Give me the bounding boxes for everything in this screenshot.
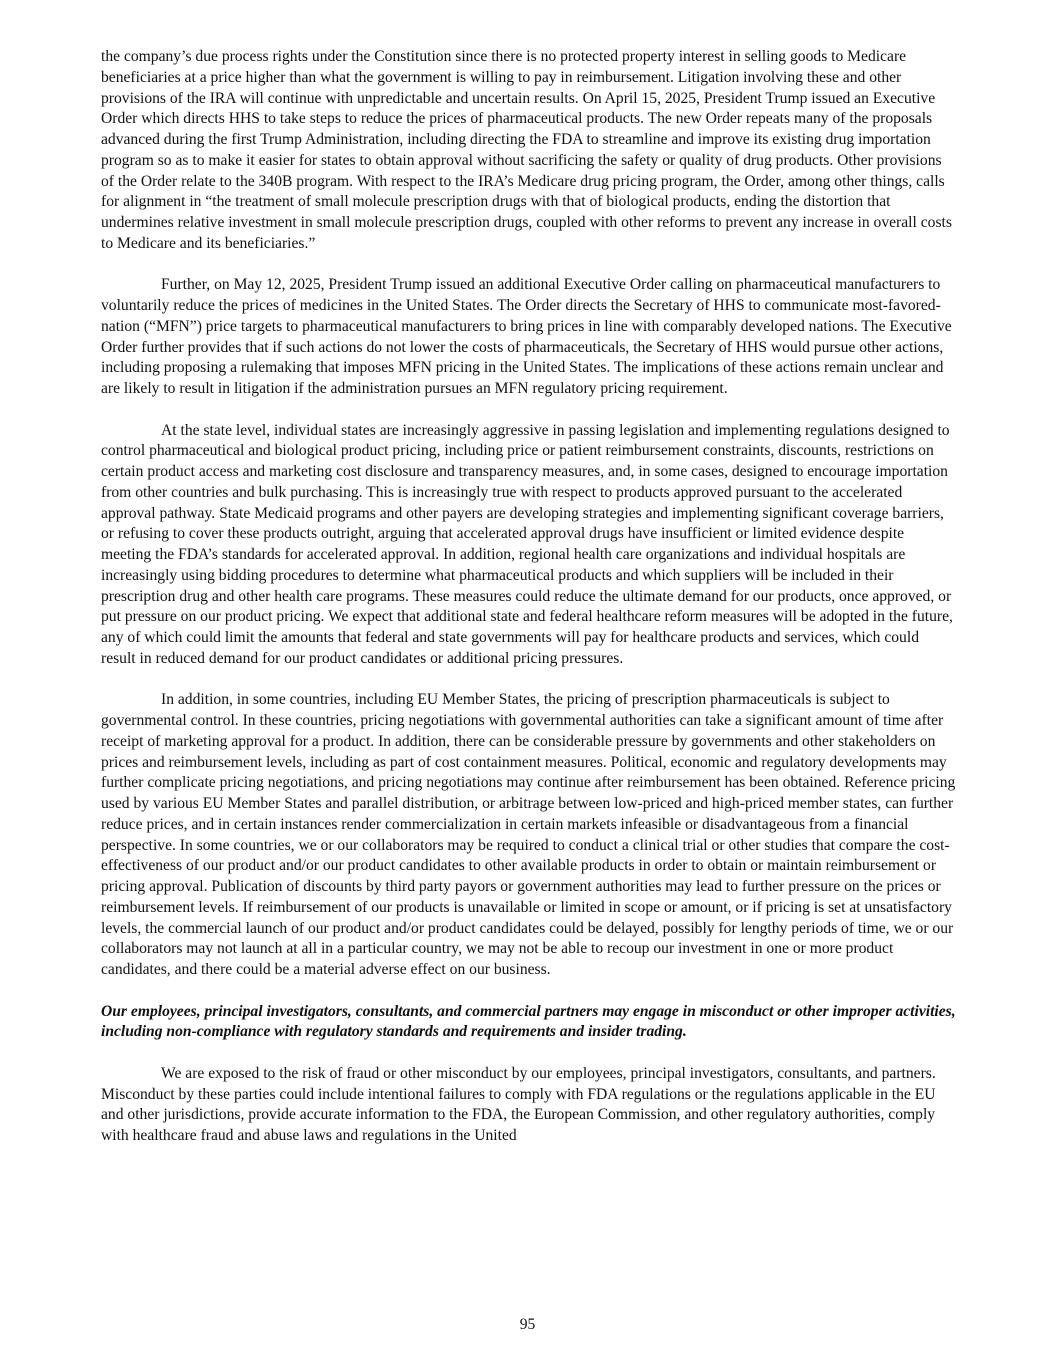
paragraph-fraud-misconduct: We are exposed to the risk of fraud or other misconduct by our employees, principal investigators, consultants, and partners. Misconduct by these parties could include intentional failures to comply with FDA regulations or the regulations applicable in the EU and other jurisdictions, provide accurate information to the FDA, the European Commission, and other regulatory authorities, comply with healthcare fraud and abuse laws and regulations in the United xyxy=(101,1064,936,1144)
paragraph-ira-litigation: the company’s due process rights under the Constitution since there is no protected property interest in selling goods to Medicare beneficiaries at a price higher than what the government is willing to pay in reimbursement. Litigation involving these and other provisions of the IRA will continue with unpredictable and uncertain results. On April 15, 2025, President Trump issued an Executive Order which directs HHS to take steps to reduce the prices of pharmaceutical products. The new Order repeats many of the proposals advanced during the first Trump Administration, including directing the FDA to streamline and improve its existing drug importation program so as to make it easier for states to obtain approval without sacrificing the safety or quality of drug products. Other provisions of the Order relate to the 340B program. With respect to the IRA’s Medicare drug pricing program, the Order, among other things, calls for alignment in “the treatment of small molecule prescription drugs with that of biological products, ending the distortion that undermines relative investment in small molecule prescription drugs, coupled with other reforms to prevent any increase in overall costs to Medicare and its beneficiaries.” xyxy=(101,48,952,252)
page-number: 95 xyxy=(519,1316,536,1333)
document-page xyxy=(101,47,956,1168)
paragraph-state-level-pricing: At the state level, individual states are increasingly aggressive in passing legislation and implementing regulations designed to control pharmaceutical and biological product pricing, including price or patient reimbursement constraints, discounts, restrictions on certain product access and marketing cost disclosure and transparency measures, and, in some cases, designed to encourage importation from other countries and bulk purchasing. This is increasingly true with respect to products approved pursuant to the accelerated approval pathway. State Medicaid programs and other payers are developing strategies and implementing significant coverage barriers, or refusing to cover these products outright, arguing that accelerated approval drugs have insufficient or limited evidence despite meeting the FDA’s standards for accelerated approval. In addition, regional health care organizations and individual hospitals are increasingly using bidding procedures to determine what pharmaceutical products and which suppliers will be included in their prescription drug and other health care programs. These measures could reduce the ultimate demand for our products, once approved, or put pressure on our product pricing. We expect that additional state and federal healthcare reform measures will be adopted in the future, any of which could limit the amounts that federal and state governments will pay for healthcare products and services, which could result in reduced demand for our product candidates or additional pricing pressures. xyxy=(101,421,953,667)
paragraph-mfn-executive-order: Further, on May 12, 2025, President Trump issued an additional Executive Order calling on pharmaceutical manufacturers to voluntarily reduce the prices of medicines in the United States. The Order directs the Secretary of HHS to communicate most-favored-nation (“MFN”) price targets to pharmaceutical manufacturers to bring prices in line with comparably developed nations. The Executive Order further provides that if such actions do not lower the costs of pharmaceuticals, the Secretary of HHS would pursue other actions, including proposing a rulemaking that imposes MFN pricing in the United States. The implications of these actions remain unclear and are likely to result in litigation if the administration pursues an MFN regulatory pricing requirement. xyxy=(101,276,952,397)
section-heading-misconduct-risk: Our employees, principal investigators, consultants, and commercial partners may engage in misconduct or other improper activities, including non-compliance with regulatory standards and requirements and insider trading. xyxy=(101,1002,956,1041)
paragraph-eu-pricing: In addition, in some countries, including EU Member States, the pricing of prescription pharmaceuticals is subject to governmental control. In these countries, pricing negotiations with governmental authorities can take a significant amount of time after receipt of marketing approval for a product. In addition, there can be considerable pressure by governments and other stakeholders on prices and reimbursement levels, including as part of cost containment measures. Political, economic and regulatory developments may further complicate pricing negotiations, and pricing negotiations may continue after reimbursement has been obtained. Reference pricing used by various EU Member States and parallel distribution, or arbitrage between low-priced and high-priced member states, can further reduce prices, and in certain instances render commercialization in certain markets infeasible or disadvantageous from a financial perspective. In some countries, we or our collaborators may be required to conduct a clinical trial or other studies that compare the cost-effectiveness of our product and/or our product candidates to other available products in order to obtain or maintain reimbursement or pricing approval. Publication of discounts by third party payors or government authorities may lead to further pressure on the prices or reimbursement levels. If reimbursement of our products is unavailable or limited in scope or amount, or if pricing is set at unsatisfactory levels, the commercial launch of our product and/or product candidates could be delayed, possibly for lengthy periods of time, we or our collaborators may not launch at all in a particular country, we may not be able to recoup our investment in one or more product candidates, and there could be a material adverse effect on our business. xyxy=(101,691,956,978)
